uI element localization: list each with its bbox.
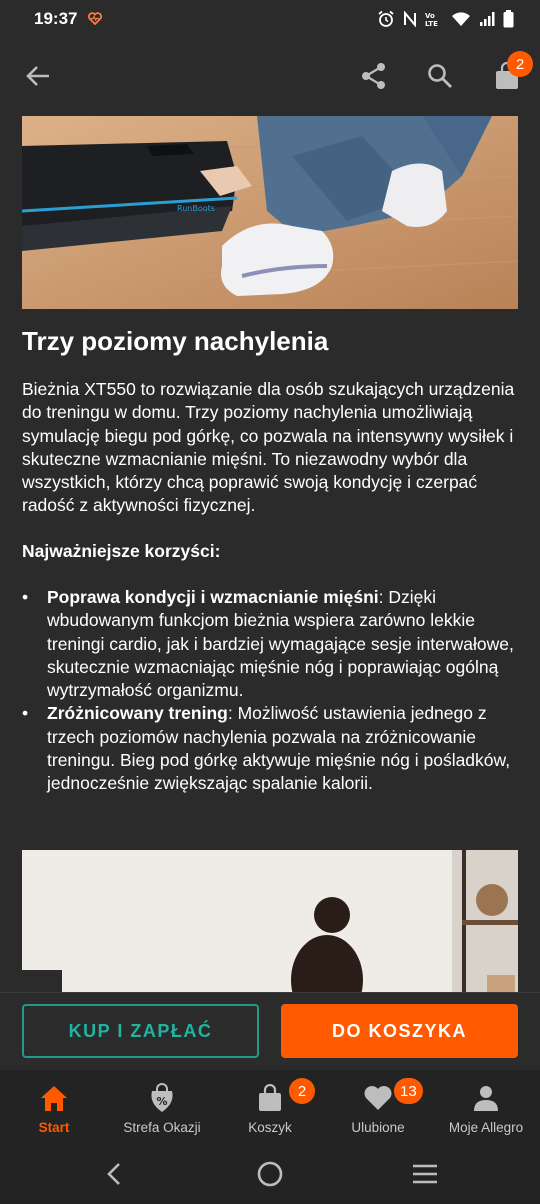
nav-item-start[interactable] [0, 1070, 108, 1148]
status-time: 19:37 [34, 9, 78, 28]
svg-text:Vo: Vo [425, 12, 435, 20]
percent-bag-icon [146, 1082, 178, 1114]
nav-item-moje-allegro[interactable] [432, 1070, 540, 1148]
benefit-bold: Zróżnicowany trening [47, 703, 228, 724]
cart-count-badge: 2 [507, 51, 533, 77]
heart-icon [362, 1082, 394, 1114]
top-app-bar [0, 40, 540, 116]
back-chevron-icon [104, 1162, 124, 1191]
status-bar [0, 0, 540, 40]
product-image-woman [22, 850, 518, 992]
svg-text:LTE: LTE [425, 20, 438, 27]
product-description[interactable] [0, 116, 540, 992]
home-icon [38, 1082, 70, 1114]
share-icon [360, 62, 388, 95]
system-back-button[interactable] [98, 1160, 130, 1192]
nfc-icon [403, 11, 417, 32]
svg-text:%: % [156, 1095, 168, 1108]
bullet: • [22, 587, 29, 607]
buy-now-button[interactable]: KUP I ZAPŁAĆ [22, 1004, 259, 1058]
nav-label: Strefa Okazji [123, 1120, 201, 1135]
share-button[interactable] [356, 60, 392, 96]
system-recents-button[interactable] [409, 1160, 441, 1192]
nav-label: Koszyk [248, 1120, 292, 1135]
nav-item-ulubione[interactable] [324, 1070, 432, 1148]
status-icons [377, 10, 514, 33]
arrow-back-icon [25, 63, 51, 94]
back-button[interactable] [20, 60, 56, 96]
shopping-bag-icon [254, 1082, 286, 1114]
list-item [22, 702, 522, 795]
add-to-cart-button[interactable]: DO KOSZYKA [281, 1004, 518, 1058]
favorites-badge: 13 [394, 1078, 423, 1104]
signal-icon [479, 11, 495, 32]
system-navigation-bar [0, 1148, 540, 1204]
wifi-icon [451, 11, 471, 32]
battery-icon [503, 10, 514, 33]
alarm-icon [377, 10, 395, 33]
nav-label: Ulubione [351, 1120, 405, 1135]
system-home-button[interactable] [254, 1160, 286, 1192]
benefit-text: : Możliwość ustawienia jednego z trzech poziomów nachylenia pozwala na zróżnicowanie treningu. Bieg pod górkę aktywuje mięśnie nóg i pośladków, jednocześnie zwiększając spalanie kalorii. [47, 703, 511, 794]
recents-icon [411, 1162, 439, 1191]
home-circle-icon [256, 1160, 284, 1193]
product-image-treadmill-closeup [22, 116, 518, 309]
list-item [22, 586, 522, 702]
nav-label: Start [38, 1120, 70, 1135]
cart-badge: 2 [289, 1078, 315, 1104]
benefit-text: : Dzięki wbudowanym funkcjom bieżnia wspiera zarówno lekkie treningi cardio, jak i bardziej wymagające sesje interwałowe, skutecznie wzmacniając mięśnie nóg i poprawiając ogólną wytrzymałość organizmu. [47, 587, 514, 701]
treadmill-brand-text: RunBoots [177, 204, 215, 213]
bullet: • [22, 703, 29, 724]
purchase-action-bar [0, 992, 540, 1070]
section-title: Trzy poziomy nachylenia [22, 326, 329, 356]
benefits-list [22, 586, 522, 796]
benefits-title: Najważniejsze korzyści: [22, 541, 221, 561]
person-icon [470, 1082, 502, 1114]
nav-label: Moje Allegro [448, 1120, 524, 1135]
nav-item-koszyk[interactable] [216, 1070, 324, 1148]
search-icon [427, 63, 453, 94]
volte-icon [425, 11, 443, 32]
health-heart-icon [88, 12, 102, 30]
section-description: Bieżnia XT550 to rozwiązanie dla osób szukających urządzenia do treningu w domu. Trzy poziomy nachylenia umożliwiają symulację biegu pod górkę, co pozwala na intensywny wysiłek i skuteczne wzmacnianie mięśni. To niezawodny wybór dla wszystkich, którzy chcą poprawić swoją kondycję i czerpać radość z aktywności fizycznej. [22, 379, 515, 516]
bottom-navigation [0, 1070, 540, 1148]
nav-item-strefa-okazji[interactable] [108, 1070, 216, 1148]
benefit-bold: Poprawa kondycji i wzmacnianie mięśni [47, 587, 379, 607]
search-button[interactable] [422, 60, 458, 96]
